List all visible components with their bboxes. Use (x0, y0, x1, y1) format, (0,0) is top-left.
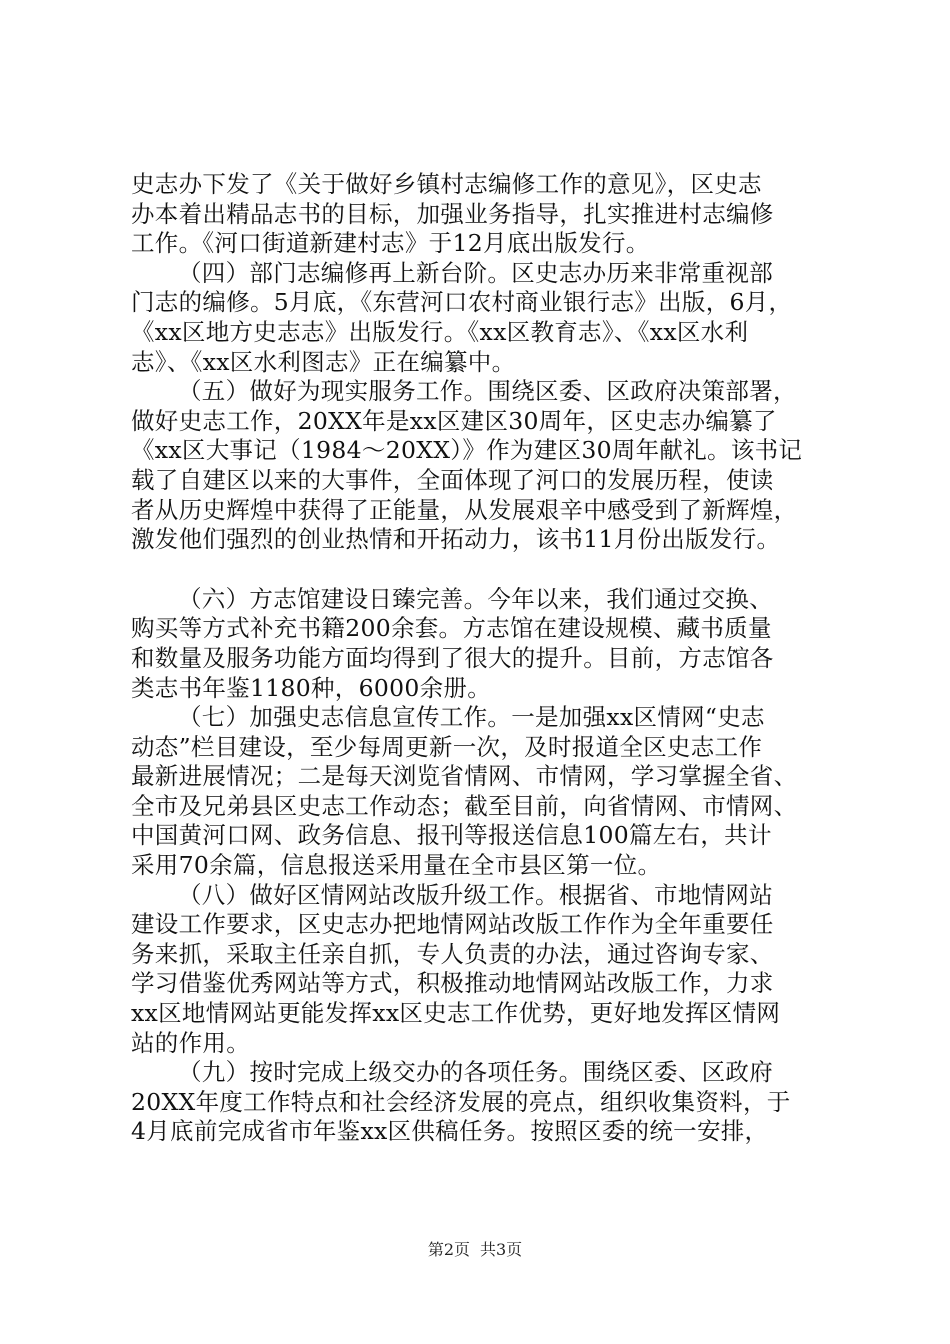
text-line: （七）加强史志信息宣传工作。一是加强xx区情网“史志 (178, 703, 765, 732)
text-line: 载了自建区以来的大事件，全面体现了河口的发展历程，使读 (131, 465, 774, 494)
text-line: 工作。《河口街道新建村志》于12月底出版发行。 (131, 229, 650, 258)
text-line: 《xx区大事记（1984～20XX）》作为建区30周年献礼。该书记 (131, 436, 803, 465)
text-line: 学习借鉴优秀网站等方式，积极推动地情网站改版工作，力求 (131, 969, 774, 998)
text-line: （八）做好区情网站改版升级工作。根据省、市地情网站 (178, 880, 773, 909)
text-line: （九）按时完成上级交办的各项任务。围绕区委、区政府 (178, 1058, 773, 1087)
text-line: 购买等方式补充书籍200余套。方志馆在建设规模、藏书质量 (131, 614, 772, 643)
text-line: 门志的编修。5月底，《东营河口农村商业银行志》出版，6月， (131, 288, 793, 317)
text-line: 最新进展情况；二是每天浏览省情网、市情网，学习掌握全省、 (131, 762, 798, 791)
text-line: 站的作用。 (131, 1028, 250, 1057)
text-line: 采用70余篇，信息报送采用量在全市县区第一位。 (131, 851, 662, 880)
text-line: 中国黄河口网、政务信息、报刊等报送信息100篇左右，共计 (131, 821, 772, 850)
text-line: 《xx区地方史志志》出版发行。《xx区教育志》、《xx区水利 (131, 317, 749, 346)
text-line: 做好史志工作，20XX年是xx区建区30周年，区史志办编纂了 (131, 406, 777, 435)
text-line: 办本着出精品志书的目标，加强业务指导，扎实推进村志编修 (131, 199, 774, 228)
page-footer (0, 1240, 950, 1260)
text-line: 4月底前完成省市年鉴xx区供稿任务。按照区委的统一安排， (131, 1117, 769, 1146)
text-line: 动态”栏目建设，至少每周更新一次，及时报道全区史志工作 (131, 732, 763, 761)
text-line: 20XX年度工作特点和社会经济发展的亮点，组织收集资料，于 (131, 1087, 791, 1116)
text-line: （六）方志馆建设日臻完善。今年以来，我们通过交换、 (178, 584, 773, 613)
text-line: 史志办下发了《关于做好乡镇村志编修工作的意见》，区史志 (131, 170, 762, 198)
page-number: 第2页 (427, 1240, 470, 1259)
document-body (131, 170, 831, 1147)
text-line: 和数量及服务功能方面均得到了很大的提升。目前，方志馆各 (131, 643, 774, 672)
page-total: 共3页 (480, 1240, 523, 1259)
text-line: 志》、《xx区水利图志》正在编纂中。 (131, 347, 516, 376)
text-line: 激发他们强烈的创业热情和开拓动力，该书11月份出版发行。 (131, 525, 781, 554)
text-line: 类志书年鉴1180种，6000余册。 (131, 673, 492, 702)
text-line: 者从历史辉煌中获得了正能量，从发展艰辛中感受到了新辉煌， (131, 495, 798, 524)
paragraph-gap (131, 555, 831, 585)
text-line: 建设工作要求，区史志办把地情网站改版工作作为全年重要任 (131, 910, 774, 939)
text-line: （五）做好为现实服务工作。围绕区委、区政府决策部署， (178, 377, 797, 406)
text-line: （四）部门志编修再上新台阶。区史志办历来非常重视部 (178, 258, 773, 287)
text-line: xx区地情网站更能发挥xx区史志工作优势，更好地发挥区情网 (131, 999, 781, 1028)
text-line: 务来抓，采取主任亲自抓，专人负责的办法，通过咨询专家、 (131, 939, 774, 968)
text-line: 全市及兄弟县区史志工作动态；截至目前，向省情网、市情网、 (131, 791, 798, 820)
